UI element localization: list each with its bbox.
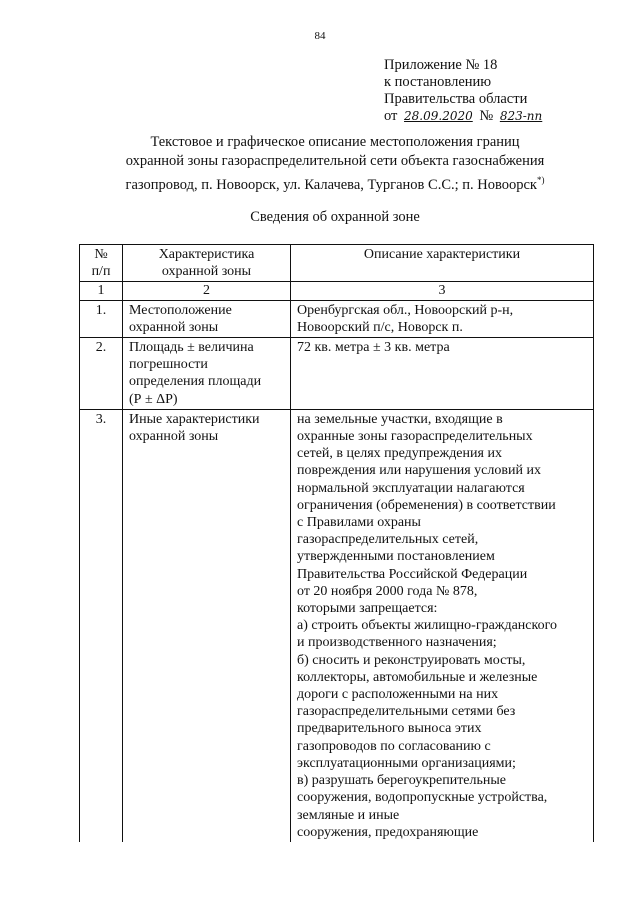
title-line: [80, 171, 590, 195]
handwritten-number: 823-пп: [499, 109, 543, 123]
desc-line: охранные зоны газораспределительных: [297, 429, 533, 445]
document-title: [80, 133, 590, 195]
desc-line: эксплуатационными организациями;: [297, 755, 516, 771]
desc-line: сетей, в целях предупреждения их: [297, 446, 502, 462]
desc-line: ограничения (обременения) в соответствии: [297, 497, 556, 513]
row-description: [291, 409, 594, 842]
section-title: Сведения об охранной зоне: [250, 209, 420, 225]
desc-line: сооружения, предохраняющие: [297, 824, 479, 840]
desc-line: в) разрушать берегоукрепительные: [297, 773, 507, 789]
header-characteristic: [123, 245, 291, 282]
name-line: Иные характеристики: [129, 411, 260, 427]
desc-line: газораспределительных сетей,: [297, 532, 479, 548]
page-number: 84: [314, 30, 326, 42]
desc-line: газопроводов по согласованию с: [297, 738, 491, 754]
title-line: Текстовое и графическое описание местоположения границ: [150, 134, 520, 150]
desc-line: газораспределительными сетями без: [297, 704, 516, 720]
desc-line: повреждения или нарушения условий их: [297, 463, 541, 479]
desc-line: на земельные участки, входящие в: [297, 411, 503, 427]
header-text: Характеристика: [158, 247, 255, 262]
header-description: [291, 245, 594, 282]
header-text: п/п: [91, 264, 111, 280]
row-characteristic: [123, 338, 291, 410]
desc-line: коллекторы, автомобильные и железные: [297, 669, 538, 685]
appendix-line: Приложение № 18: [384, 57, 498, 73]
name-line: Местоположение: [129, 302, 232, 318]
title-line: охранной зоны газораспределительной сети объекта газоснабжения: [125, 153, 545, 169]
desc-line: б) сносить и реконструировать мосты,: [297, 652, 526, 668]
row-number: 1.: [80, 300, 123, 337]
name-line: (Р ± ΔР): [129, 391, 178, 407]
appendix-line: к постановлению: [384, 74, 492, 90]
table-header-row: [80, 245, 594, 282]
column-number-row: [80, 282, 594, 300]
row-number: 3.: [80, 409, 123, 842]
table-row: [80, 409, 594, 842]
row-characteristic: [123, 409, 291, 842]
name-line: погрешности: [129, 357, 208, 373]
number-label: №: [479, 108, 494, 124]
desc-line: от 20 ноября 2000 года № 878,: [297, 583, 478, 599]
row-description: [291, 338, 594, 410]
title-line-text: газопровод, п. Новоорск, ул. Калачева, Турганов С.С.; п. Новоорск: [125, 176, 537, 193]
name-line: охранной зоны: [129, 319, 219, 335]
row-characteristic: [123, 300, 291, 337]
desc-line: утвержденными постановлением: [297, 549, 495, 565]
desc-line: дороги с расположенными на них: [297, 687, 499, 703]
table-row: [80, 300, 594, 337]
desc-line: которыми запрещается:: [297, 601, 438, 617]
desc-line: предварительного выноса этих: [297, 721, 482, 737]
header-text: Описание характеристики: [363, 247, 521, 262]
desc-line: а) строить объекты жилищно-гражданского: [297, 618, 557, 634]
desc-line: Правительства Российской Федерации: [297, 566, 528, 582]
desc-line: Новоорский п/с, Новорск п.: [297, 319, 463, 335]
desc-line: с Правилами охраны: [297, 515, 421, 531]
appendix-line: Правительства области: [384, 91, 528, 107]
zone-table: [79, 244, 594, 842]
desc-line: и производственного назначения;: [297, 635, 497, 651]
desc-line: 72 кв. метра ± 3 кв. метра: [297, 340, 450, 356]
handwritten-date: 28.09.2020: [404, 109, 473, 123]
desc-line: нормальной эксплуатации налагаются: [297, 480, 525, 496]
header-num: [80, 245, 123, 282]
desc-line: Оренбургская обл., Новоорский р-н,: [297, 302, 514, 318]
name-line: Площадь ± величина: [129, 340, 254, 356]
name-line: охранной зоны: [129, 429, 219, 445]
footnote-mark: *): [536, 175, 545, 185]
table-row: [80, 338, 594, 410]
column-number: 1: [80, 282, 123, 300]
desc-line: земляные и иные: [297, 807, 400, 823]
desc-line: сооружения, водопропускные устройства,: [297, 790, 548, 806]
name-line: определения площади: [129, 374, 262, 390]
appendix-date-line: [384, 108, 545, 125]
header-text: охранной зоны: [161, 264, 252, 280]
from-label: от: [384, 108, 398, 124]
column-number: 2: [123, 282, 291, 300]
row-number: 2.: [80, 338, 123, 410]
header-text: №: [94, 247, 108, 262]
appendix-block: [384, 57, 545, 125]
column-number: 3: [291, 282, 594, 300]
row-description: [291, 300, 594, 337]
